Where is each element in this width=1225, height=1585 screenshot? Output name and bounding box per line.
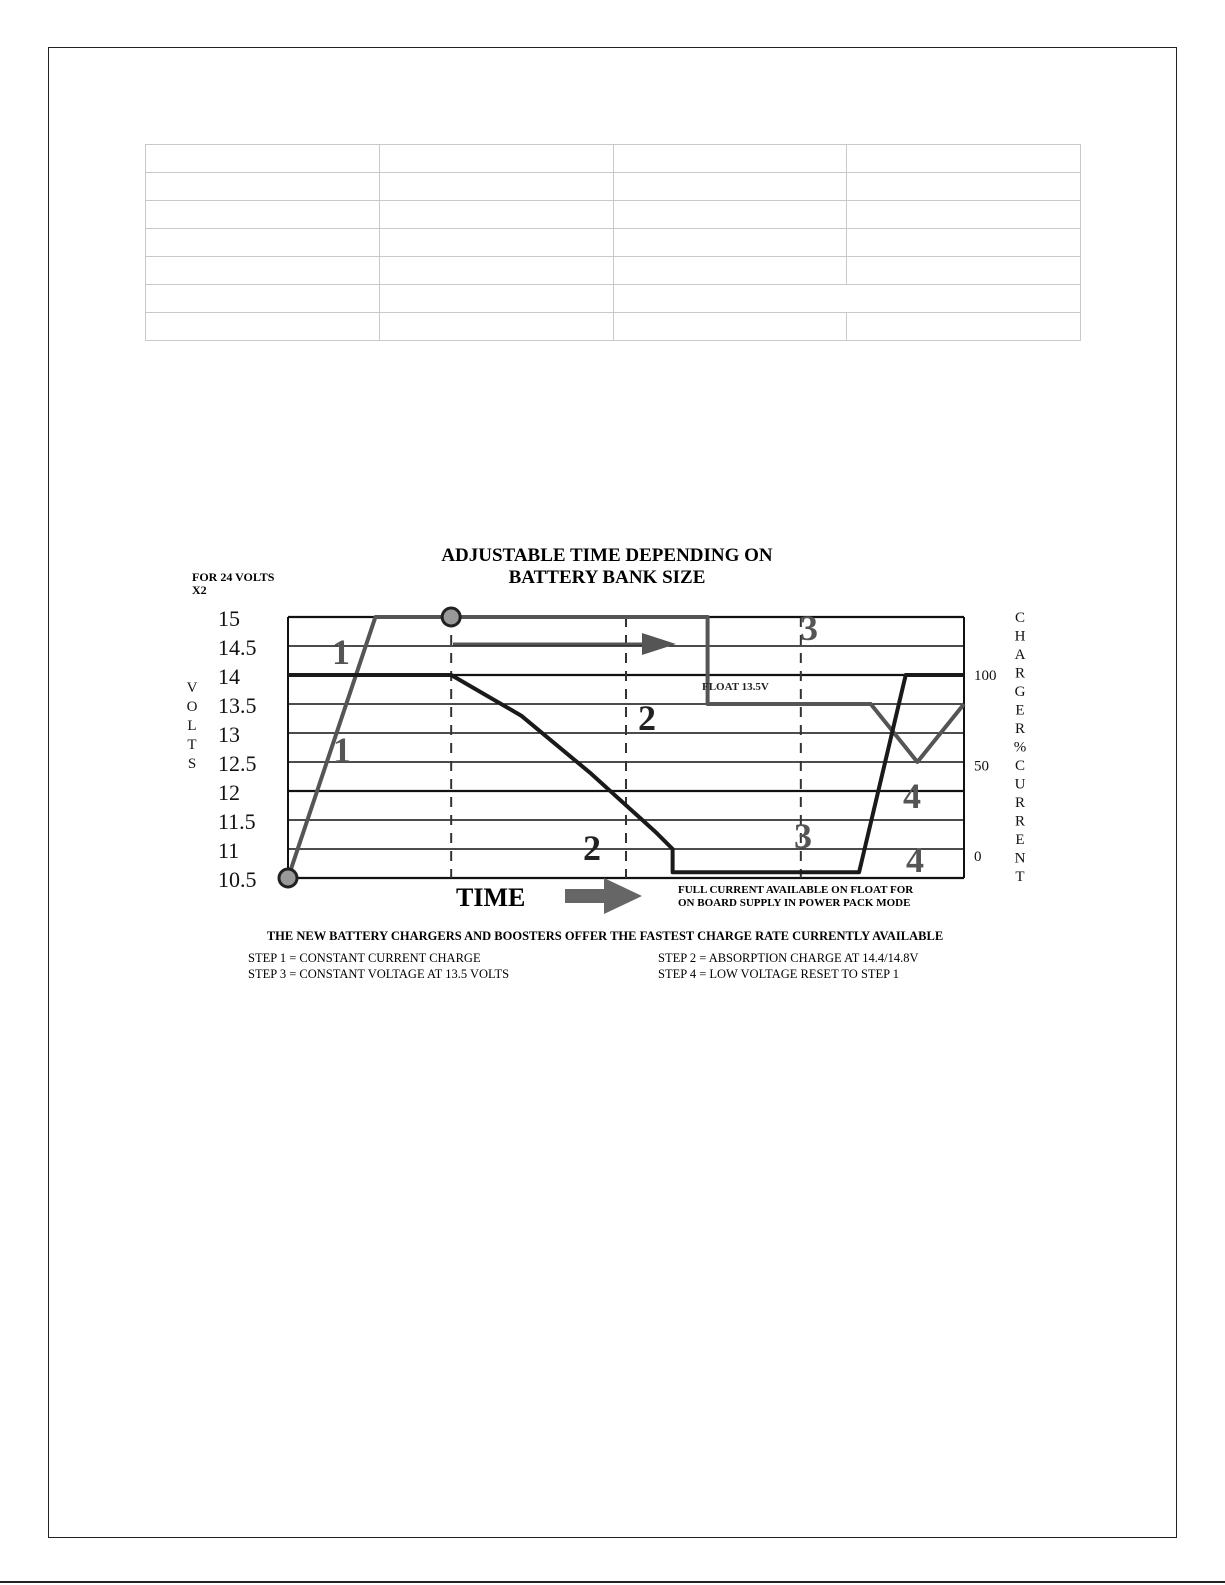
y2-axis-label-letter: U <box>1014 776 1026 793</box>
footer-statement: THE NEW BATTERY CHARGERS AND BOOSTERS OFFER THE FASTEST CHARGE RATE CURRENTLY AVAILABLE <box>266 929 944 943</box>
y2-axis-label-letter: A <box>1014 647 1026 663</box>
step-number-label: 1 <box>332 632 350 672</box>
step-number-label: 3 <box>794 816 812 856</box>
step-1-description: STEP 1 = CONSTANT CURRENT CHARGE <box>248 951 481 965</box>
float-label: FLOAT 13.5V <box>702 681 769 693</box>
y2-axis-label-letter: N <box>1014 850 1026 867</box>
y2-axis-label-letter: % <box>1013 739 1027 756</box>
y2-axis-label-letter: C <box>1014 610 1026 626</box>
full-current-note-line-1: FULL CURRENT AVAILABLE ON FLOAT FOR <box>678 884 914 896</box>
step-3-description: STEP 3 = CONSTANT VOLTAGE AT 13.5 VOLTS <box>248 967 510 981</box>
y-tick-label: 11 <box>218 838 240 863</box>
step-number-label: 1 <box>333 730 351 770</box>
y2-axis-label-letter: C <box>1014 758 1026 774</box>
step-2-description: STEP 2 = ABSORPTION CHARGE AT 14.4/14.8V <box>658 951 919 965</box>
y-tick-label: 13 <box>218 722 240 747</box>
y2-tick-label: 0 <box>974 849 982 865</box>
bottom-rule <box>0 1581 1225 1583</box>
y-tick-label: 12.5 <box>218 751 257 776</box>
step-number-label: 4 <box>906 840 924 880</box>
y-tick-label: 12 <box>218 780 240 805</box>
y2-axis-label-letter: G <box>1014 684 1026 700</box>
y-axis-label-letter: S <box>187 756 197 772</box>
y2-axis-label-letter: R <box>1014 665 1026 682</box>
y2-tick-label: 50 <box>974 758 989 775</box>
note-24v-line-2: X2 <box>192 583 207 597</box>
y2-axis-label-letter: R <box>1014 721 1026 737</box>
y-axis-label-letter: L <box>187 718 197 734</box>
chart-title-line-2: BATTERY BANK SIZE <box>508 567 706 588</box>
y-axis-label-letter: T <box>187 737 197 753</box>
y2-axis-label-letter: E <box>1015 832 1025 848</box>
y-axis-label-letter: V <box>186 680 198 696</box>
y2-tick-label: 100 <box>974 668 997 684</box>
y-tick-label: 15 <box>218 606 240 631</box>
time-arrow-thin-head <box>642 633 676 655</box>
y2-axis-label-letter: E <box>1015 702 1025 719</box>
step-number-label: 4 <box>903 776 921 816</box>
step-number-label: 2 <box>638 698 656 738</box>
y-tick-label: 11.5 <box>218 809 256 834</box>
chart-title-line-1: ADJUSTABLE TIME DEPENDING ON <box>441 545 773 566</box>
point-marker <box>442 608 460 626</box>
time-arrow-big <box>565 878 642 914</box>
step-number-label: 3 <box>800 608 818 648</box>
x-axis-label: TIME <box>456 883 526 912</box>
step-4-description: STEP 4 = LOW VOLTAGE RESET TO STEP 1 <box>658 967 900 981</box>
step-number-label: 2 <box>583 828 601 868</box>
y2-axis-label-letter: T <box>1015 869 1025 885</box>
y-tick-label: 14.5 <box>218 635 257 660</box>
y-axis-label-letter: O <box>186 699 198 715</box>
point-marker <box>279 869 297 887</box>
full-current-note-line-2: ON BOARD SUPPLY IN POWER PACK MODE <box>678 897 911 909</box>
y-tick-label: 14 <box>218 664 240 689</box>
y2-axis-label-letter: R <box>1014 813 1026 830</box>
y2-axis-label-letter: R <box>1014 795 1026 811</box>
y2-axis-label-letter: H <box>1014 628 1026 645</box>
y-tick-label: 10.5 <box>218 867 257 892</box>
note-24v-line-1: FOR 24 VOLTS <box>192 570 275 584</box>
y-tick-label: 13.5 <box>218 693 257 718</box>
